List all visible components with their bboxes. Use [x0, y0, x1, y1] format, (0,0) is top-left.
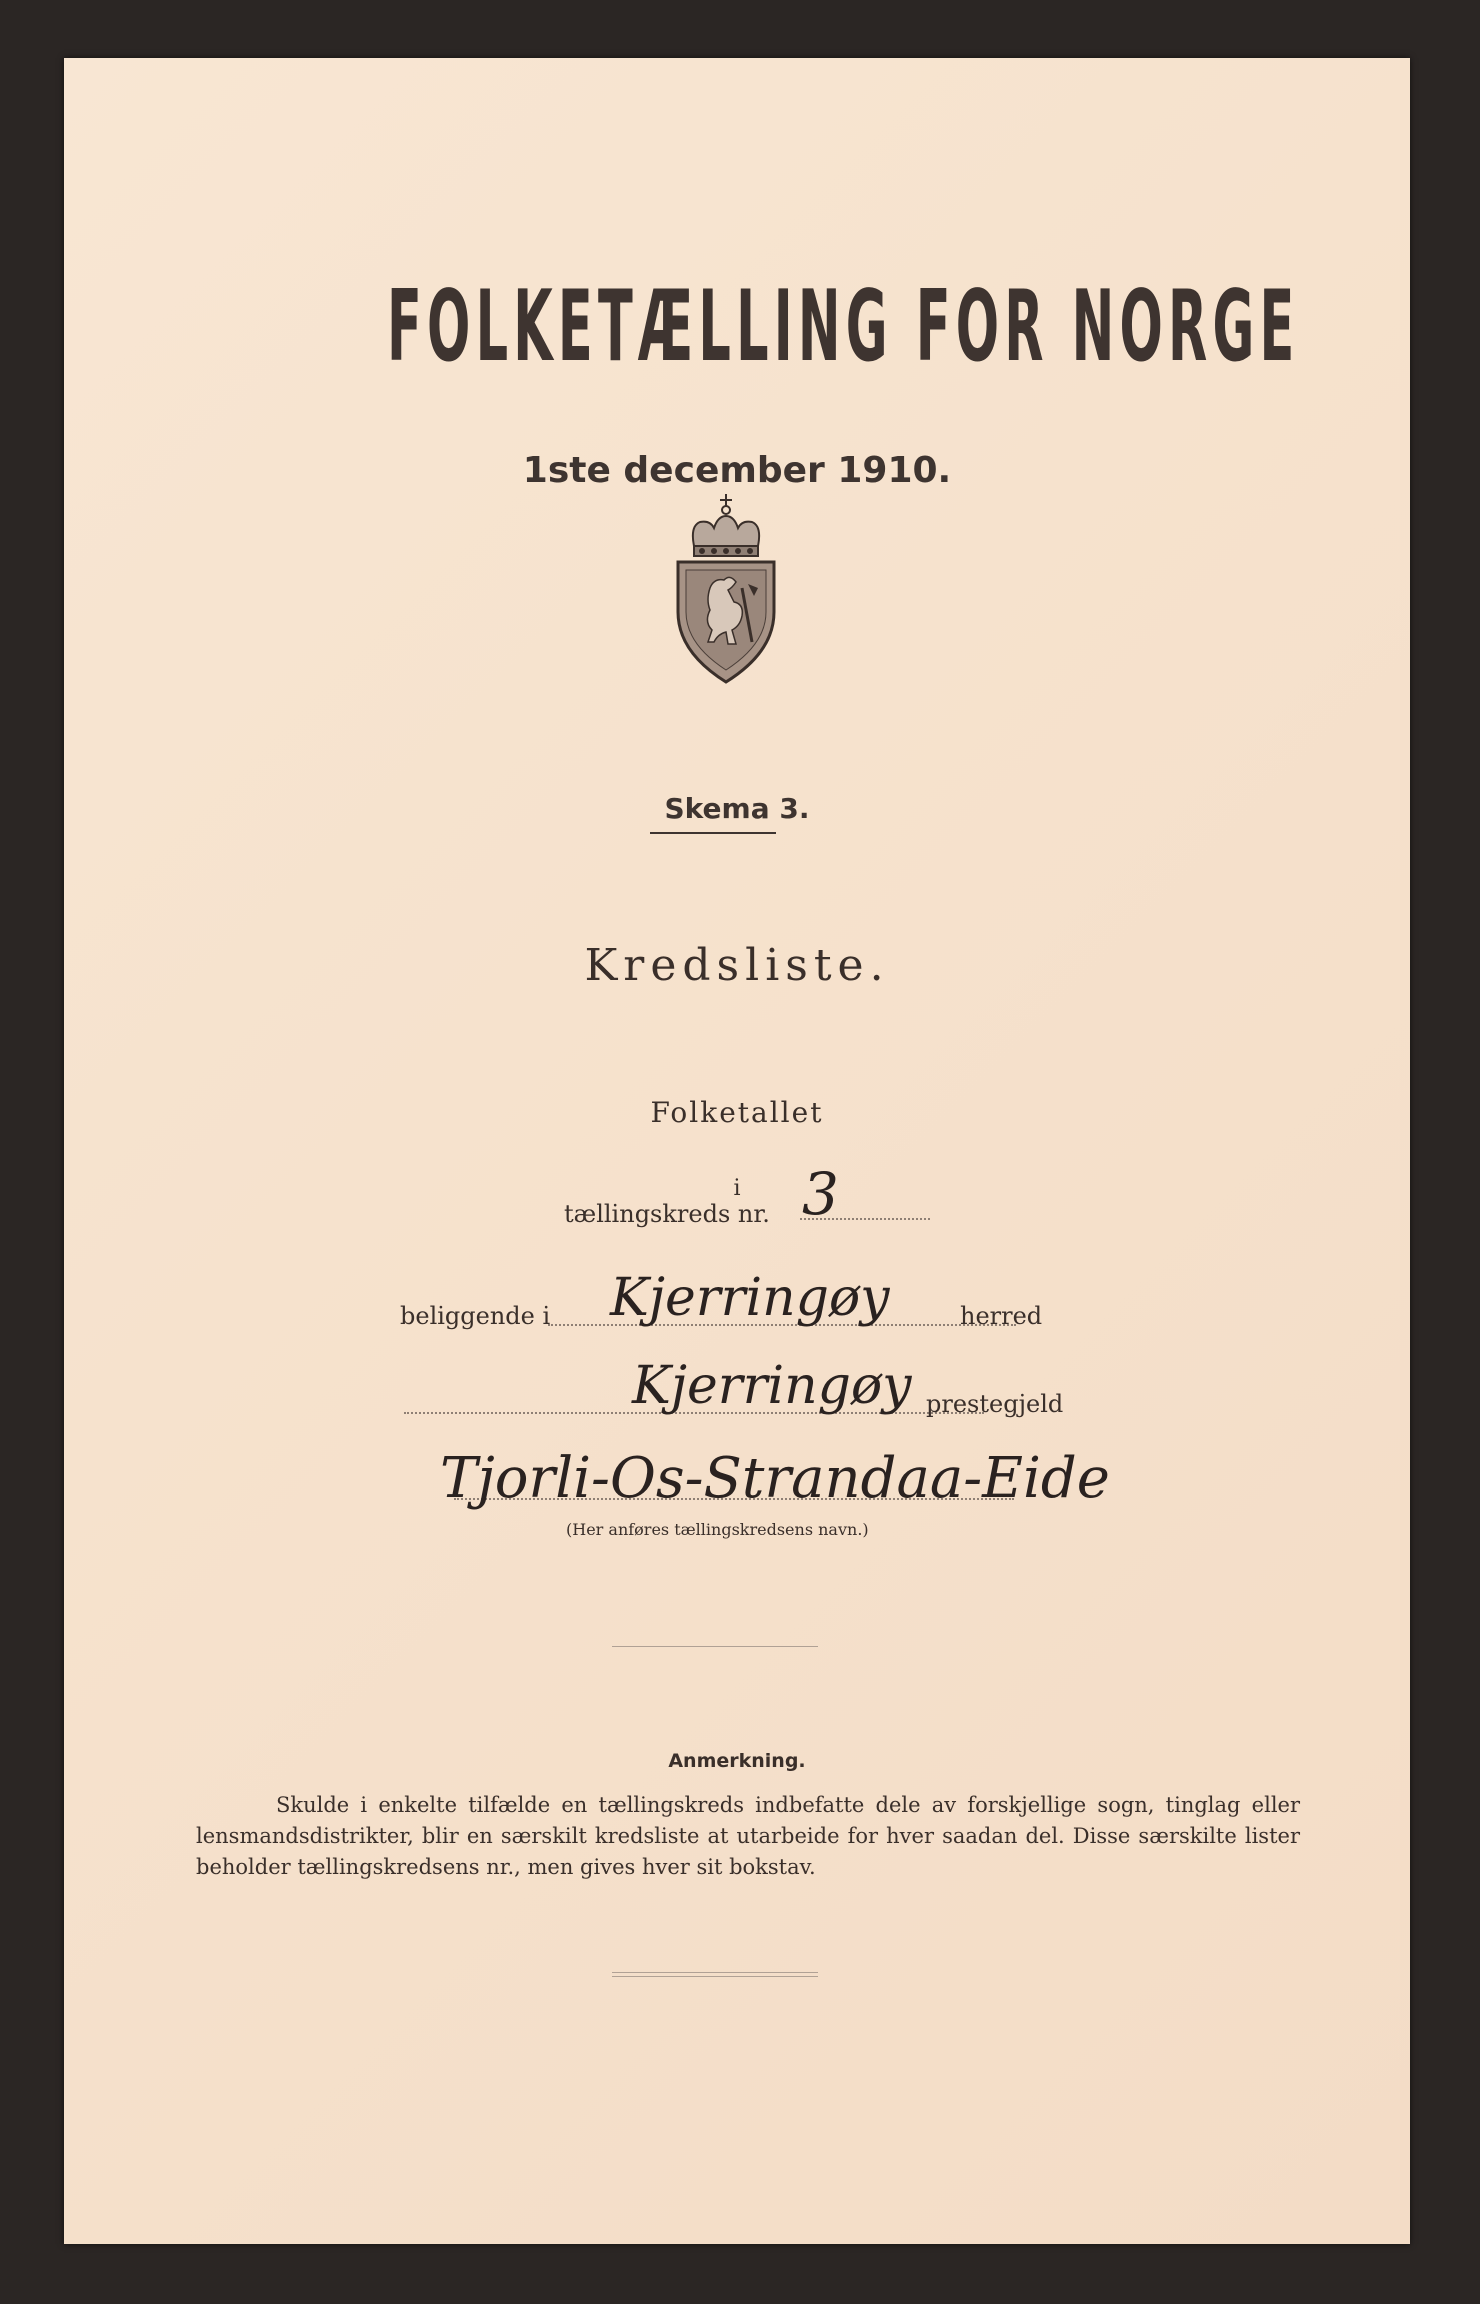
parish-value: Kjerringøy: [632, 1356, 912, 1416]
divider-bottom-1: [612, 1972, 818, 1973]
document-type: Kredsliste.: [584, 940, 890, 991]
divider-bottom-2: [612, 1976, 818, 1977]
note-body: Skulde i enkelte tilfælde en tællingskreds indbefatte dele av forskjellige sogn, tinglag eller lensmandsdistrikter, blir en særskilt kredsliste at utarbeide for hver saadan del. Disse særskilte lister beholder tællingskredsens nr., men gives hver sit bokstav.: [196, 1793, 1300, 1879]
parish-suffix: prestegjeld: [926, 1390, 1064, 1418]
located-in-label: beliggende i: [400, 1302, 551, 1330]
subtitle: Folketallet: [650, 1096, 824, 1129]
schema-underline: [650, 832, 776, 834]
census-date: 1ste december 1910.: [522, 450, 952, 491]
municipality-suffix: herred: [960, 1302, 1043, 1330]
census-form-page: [64, 58, 1410, 2244]
divider-top: [612, 1646, 818, 1647]
form-title: FOLKETÆLLING FOR NORGE: [387, 270, 1300, 384]
district-number-value: 3: [802, 1160, 839, 1228]
note-heading: Anmerkning.: [668, 1750, 806, 1772]
schema-number: Skema 3.: [664, 792, 810, 825]
district-name-value: Tjorli-Os-Strandaa-Eide: [440, 1446, 1110, 1511]
norwegian-coat-of-arms-icon: [670, 492, 782, 684]
district-number-label: tællingskreds nr.: [564, 1200, 770, 1228]
district-name-caption: (Her anføres tællingskredsens navn.): [566, 1520, 869, 1539]
preposition: i: [733, 1176, 741, 1201]
municipality-value: Kjerringøy: [610, 1268, 890, 1328]
